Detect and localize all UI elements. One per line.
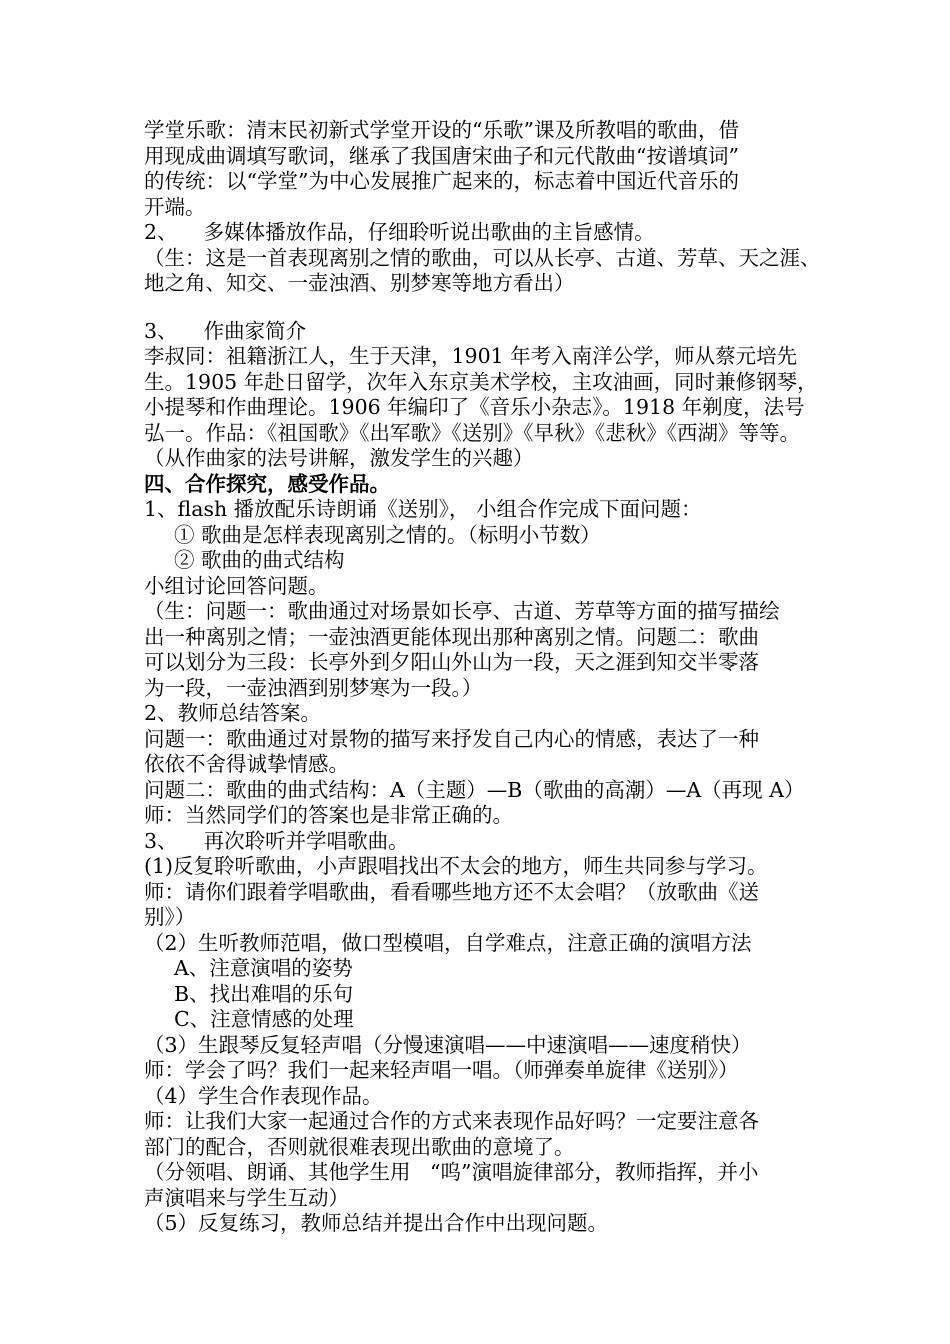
text-line: 李叔同：祖籍浙江人，生于天津，1901 年考入南洋公学，师从蔡元培先	[144, 344, 798, 368]
text-line: （生：问题一：歌曲通过对场景如长亭、古道、芳草等方面的描写描绘	[144, 599, 780, 623]
blank-line	[144, 297, 834, 319]
text-line: (1)反复聆听歌曲，小声跟唱找出不太会的地方，师生共同参与学习。	[144, 854, 768, 878]
section-heading: 四、合作探究，感受作品。	[144, 471, 390, 496]
text-line: 别》）	[144, 905, 196, 929]
text-line: 地之角、知交、一壶浊酒、别梦寒等地方看出）	[144, 271, 575, 295]
text-line: 2、教师总结答案。	[144, 701, 322, 725]
text-line: （生：这是一首表现离别之情的歌曲，可以从长亭、古道、芳草、天之涯、	[144, 245, 821, 270]
text-line: 部门的配合，否则就很难表现出歌曲的意境了。	[144, 1134, 575, 1159]
text-line: 问题一：歌曲通过对景物的描写来抒发自己内心的情感，表达了一种	[144, 726, 759, 751]
list-item: C、注意情感的处理	[174, 1007, 354, 1031]
document-body	[144, 118, 834, 1237]
text-line: 3、 再次聆听并学唱歌曲。	[144, 828, 409, 853]
text-line: 的传统：以“学堂”为中心发展推广起来的，标志着中国近代音乐的	[144, 169, 739, 193]
text-line: 生。1905 年赴日留学，次年入东京美术学校，主攻油画，同时兼修钢琴，	[144, 369, 818, 394]
text-line: 声演唱来与学生互动）	[144, 1185, 349, 1210]
text-line: 师：学会了吗？我们一起来轻声唱一唱。（师弹奏单旋律《送别》）	[144, 1058, 739, 1082]
question-item: ① 歌曲是怎样表现离别之情的。（标明小节数）	[174, 522, 601, 547]
question-item: ② 歌曲的曲式结构	[174, 548, 345, 572]
text-line: 学堂乐歌：清末民初新式学堂开设的“乐歌”课及所教唱的歌曲，借	[144, 118, 739, 142]
text-line: 小提琴和作曲理论。1906 年编印了《音乐小杂志》。1918 年剃度，法号	[144, 395, 805, 419]
text-line: （3）生跟琴反复轻声唱（分慢速演唱——中速演唱——速度稍快）	[144, 1032, 752, 1057]
text-line: （分领唱、朗诵、其他学生用 “呜”演唱旋律部分，教师指挥，并小	[144, 1160, 759, 1184]
text-line: （2）生听教师范唱，做口型模唱，自学难点，注意正确的演唱方法	[144, 930, 752, 955]
text-line: 弘一。作品：《祖国歌》《出军歌》《送别》《早秋》《悲秋》《西湖》等等。	[144, 420, 800, 445]
text-line: （4）学生合作表现作品。	[144, 1083, 383, 1108]
text-line: 2、 多媒体播放作品，仔细聆听说出歌曲的主旨感情。	[144, 220, 655, 244]
text-line: 依依不舍得诚挚情感。	[144, 752, 349, 776]
text-line: 用现成曲调填写歌词，继承了我国唐宋曲子和元代散曲“按谱填词”	[144, 143, 739, 168]
text-line: 可以划分为三段：长亭外到夕阳山外山为一段，天之涯到知交半零落	[144, 650, 759, 674]
text-line: 3、 作曲家简介	[144, 318, 307, 343]
text-line: 师：让我们大家一起通过合作的方式来表现作品好吗？一定要注意各	[144, 1109, 759, 1133]
list-item: A、注意演唱的姿势	[174, 956, 353, 980]
text-line: 师：请你们跟着学唱歌曲，看看哪些地方还不太会唱？（放歌曲《送	[144, 879, 759, 904]
text-line: （从作曲家的法号讲解，激发学生的兴趣）	[144, 446, 534, 470]
text-line: 为一段，一壶浊酒到别梦寒为一段。）	[144, 675, 483, 700]
text-line: 师：当然同学们的答案也是非常正确的。	[144, 803, 513, 827]
text-line: 小组讨论回答问题。	[144, 573, 329, 598]
text-line: 开端。	[144, 194, 206, 219]
text-line: 1、flash 播放配乐诗朗诵《送别》， 小组合作完成下面问题：	[144, 497, 702, 521]
text-line: （5）反复练习，教师总结并提出合作中出现问题。	[144, 1211, 609, 1235]
text-line: 出一种离别之情；一壶浊酒更能体现出那种离别之情。问题二：歌曲	[144, 624, 759, 649]
list-item: B、找出难唱的乐句	[174, 981, 354, 1006]
text-line: 问题二：歌曲的曲式结构：A（主题）—B（歌曲的高潮）—A（再现 A）	[144, 777, 805, 802]
